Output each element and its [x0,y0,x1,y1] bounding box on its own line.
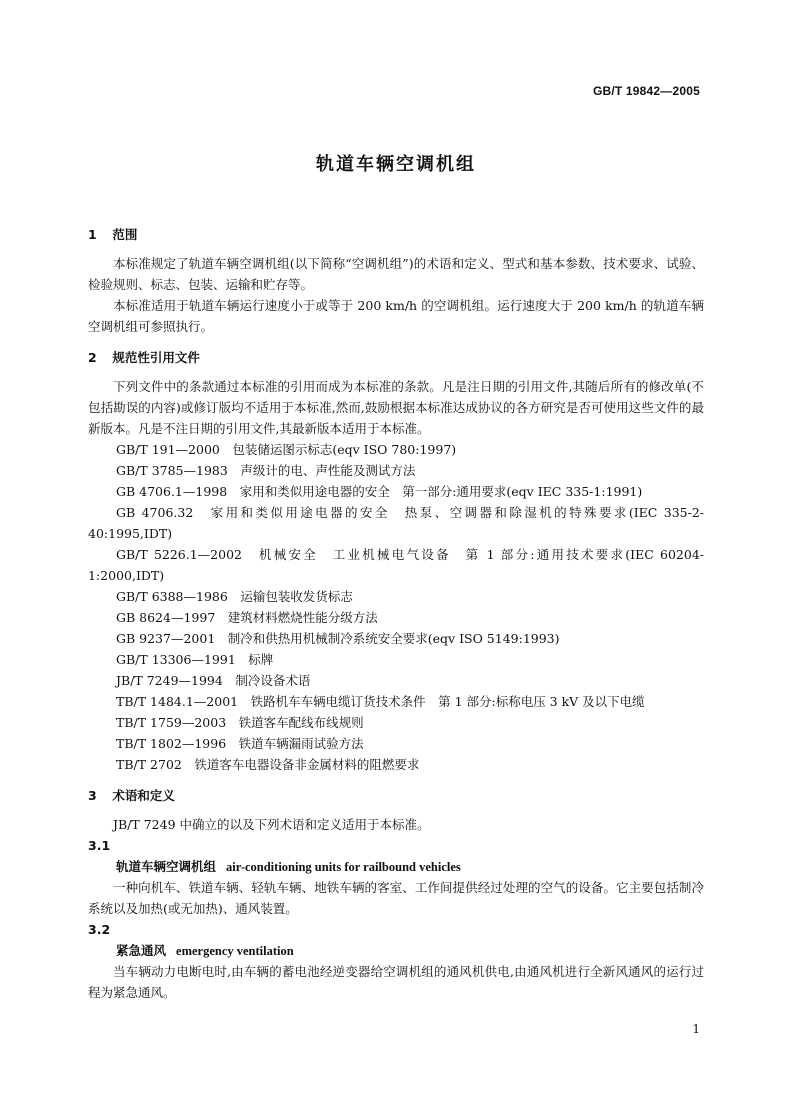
section-number: 1 [88,227,97,242]
reference-item: TB/T 1802—1996 铁道车辆漏雨试验方法 [116,736,364,751]
reference-item: GB/T 5226.1—2002 机械安全 工业机械电气设备 第 1 部分:通用技术要求(IEC 60204-1:2000,IDT) [88,547,704,583]
reference-item: GB/T 191—2000 包装储运图示标志(eqv ISO 780:1997) [116,442,457,457]
reference-item: TB/T 2702 铁道客车电器设备非金属材料的阻燃要求 [116,757,420,772]
clause-number: 3.2 [88,922,111,937]
paragraph: JB/T 7249 中确立的以及下列术语和定义适用于本标准。 [113,817,430,832]
reference-item: TB/T 1759—2003 铁道客车配线布线规则 [116,715,364,730]
section-title: 术语和定义 [112,788,175,803]
document-title: 轨道车辆空调机组 [316,154,476,175]
reference-item: GB 9237—2001 制冷和供热用机械制冷系统安全要求(eqv ISO 5149:1993) [116,631,560,646]
reference-item: GB/T 13306—1991 标牌 [116,652,274,667]
section-number: 3 [88,788,97,803]
term-definition: 一种向机车、铁道车辆、轻轨车辆、地铁车辆的客室、工作间提供经过处理的空气的设备。它主要包括制冷系统以及加热(或无加热)、通风装置。 [88,880,704,916]
section-title: 规范性引用文件 [112,350,200,365]
term-english: emergency ventilation [176,944,294,958]
term-entry [88,940,704,961]
section-3-heading [88,785,704,806]
term-chinese: 紧急通风 [116,943,167,958]
clause-number: 3.1 [88,838,111,853]
section-title: 范围 [112,227,138,242]
term-chinese: 轨道车辆空调机组 [116,859,217,874]
term-definition: 当车辆动力电断电时,由车辆的蓄电池经逆变器给空调机组的通风机供电,由通风机进行全新风通风的运行过程为紧急通风。 [88,964,704,1000]
term-english: air-conditioning units for railbound vehicles [226,860,461,874]
reference-item: GB 4706.32 家用和类似用途电器的安全 热泵、空调器和除湿机的特殊要求(IEC 335-2-40:1995,IDT) [88,505,704,541]
term-entry [88,856,704,877]
page-number: 1 [692,1022,700,1036]
section-number: 2 [88,350,97,365]
paragraph: 本标准规定了轨道车辆空调机组(以下简称“空调机组”)的术语和定义、型式和基本参数、技术要求、试验、检验规则、标志、包装、运输和贮存等。 [88,256,704,292]
reference-item: JB/T 7249—1994 制冷设备术语 [116,673,311,688]
reference-item: GB 8624—1997 建筑材料燃烧性能分级方法 [116,610,378,625]
reference-item: GB/T 3785—1983 声级计的电、声性能及测试方法 [116,463,416,478]
standard-code: GB/T 19842—2005 [592,84,700,98]
reference-item: TB/T 1484.1—2001 铁路机车车辆电缆订货技术条件 第 1 部分:标称电压 3 kV 及以下电缆 [116,694,645,709]
section-2-heading [88,347,704,368]
paragraph: 本标准适用于轨道车辆运行速度小于或等于 200 km/h 的空调机组。运行速度大于 200 km/h 的轨道车辆空调机组可参照执行。 [88,298,704,334]
document-body [88,224,704,1003]
reference-item: GB 4706.1—1998 家用和类似用途电器的安全 第一部分:通用要求(eqv IEC 335-1:1991) [116,484,643,499]
paragraph: 下列文件中的条款通过本标准的引用而成为本标准的条款。凡是注日期的引用文件,其随后所有的修改单(不包括勘误的内容)或修订版均不适用于本标准,然而,鼓励根据本标准达成协议的各方研究是否可使用这些文件的最新版本。凡是不注日期的引用文件,其最新版本适用于本标准。 [88,379,704,436]
reference-item: GB/T 6388—1986 运输包装收发货标志 [116,589,353,604]
section-1-heading [88,224,704,245]
